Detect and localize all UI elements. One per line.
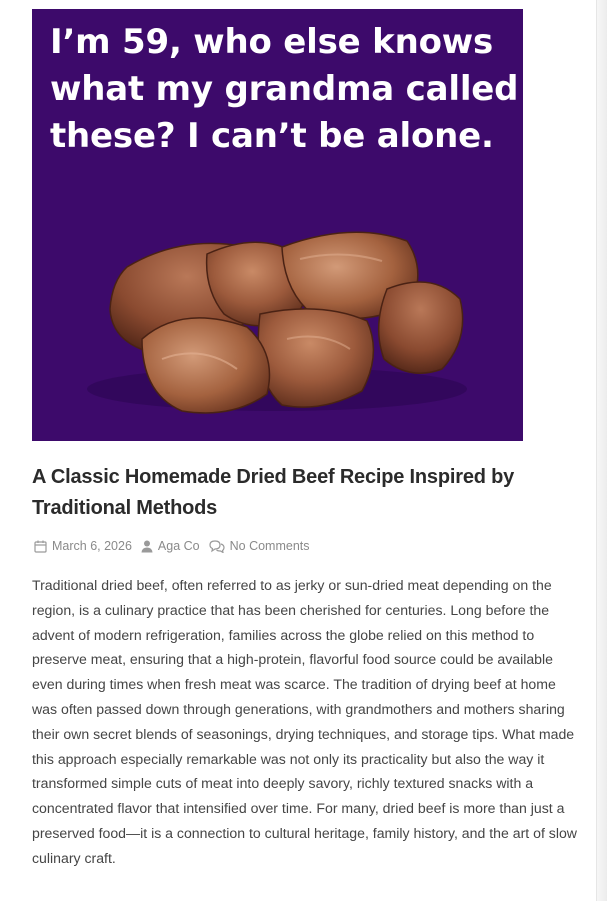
page-scrollbar[interactable]: [596, 0, 607, 901]
post-date-text: March 6, 2026: [52, 539, 132, 553]
post-date[interactable]: [34, 539, 132, 553]
post-author[interactable]: [141, 539, 200, 553]
featured-image[interactable]: [32, 9, 523, 441]
comments-icon: [209, 540, 225, 553]
user-icon: [141, 540, 153, 553]
post-meta: [34, 537, 319, 555]
article-body: Traditional dried beef, often referred to as jerky or sun-dried meat depending on the region, is a culinary practice that has been cherished for centuries. Long before the advent of modern refrigeration, families across the globe relied on this method to preserve meat, ensuring that a high-protein, flavorful food source could be available even during times when fresh meat was scarce. The tradition of drying beef at home was often passed down through generations, with grandmothers and mothers sharing their own secret blends of seasonings, drying techniques, and storage tips. What made this approach especially remarkable was not only its practicality but also the way it transformed simple cuts of meat into deeply savory, richly textured snacks with a concentrated flavor that intensified over time. For many, dried beef is more than just a preserved food—it is a connection to cultural heritage, family history, and the art of slow culinary craft.: [32, 577, 577, 866]
article-title[interactable]: A Classic Homemade Dried Beef Recipe Inspired by Traditional Methods: [32, 466, 515, 519]
calendar-icon: [34, 540, 47, 553]
post-comments-count: No Comments: [229, 539, 310, 553]
post-comments[interactable]: [209, 539, 310, 553]
post-author-name: Aga Co: [157, 539, 200, 553]
featured-image-caption: I’m 59, who else knows what my grandma called these? I can’t be alone.: [50, 22, 519, 156]
